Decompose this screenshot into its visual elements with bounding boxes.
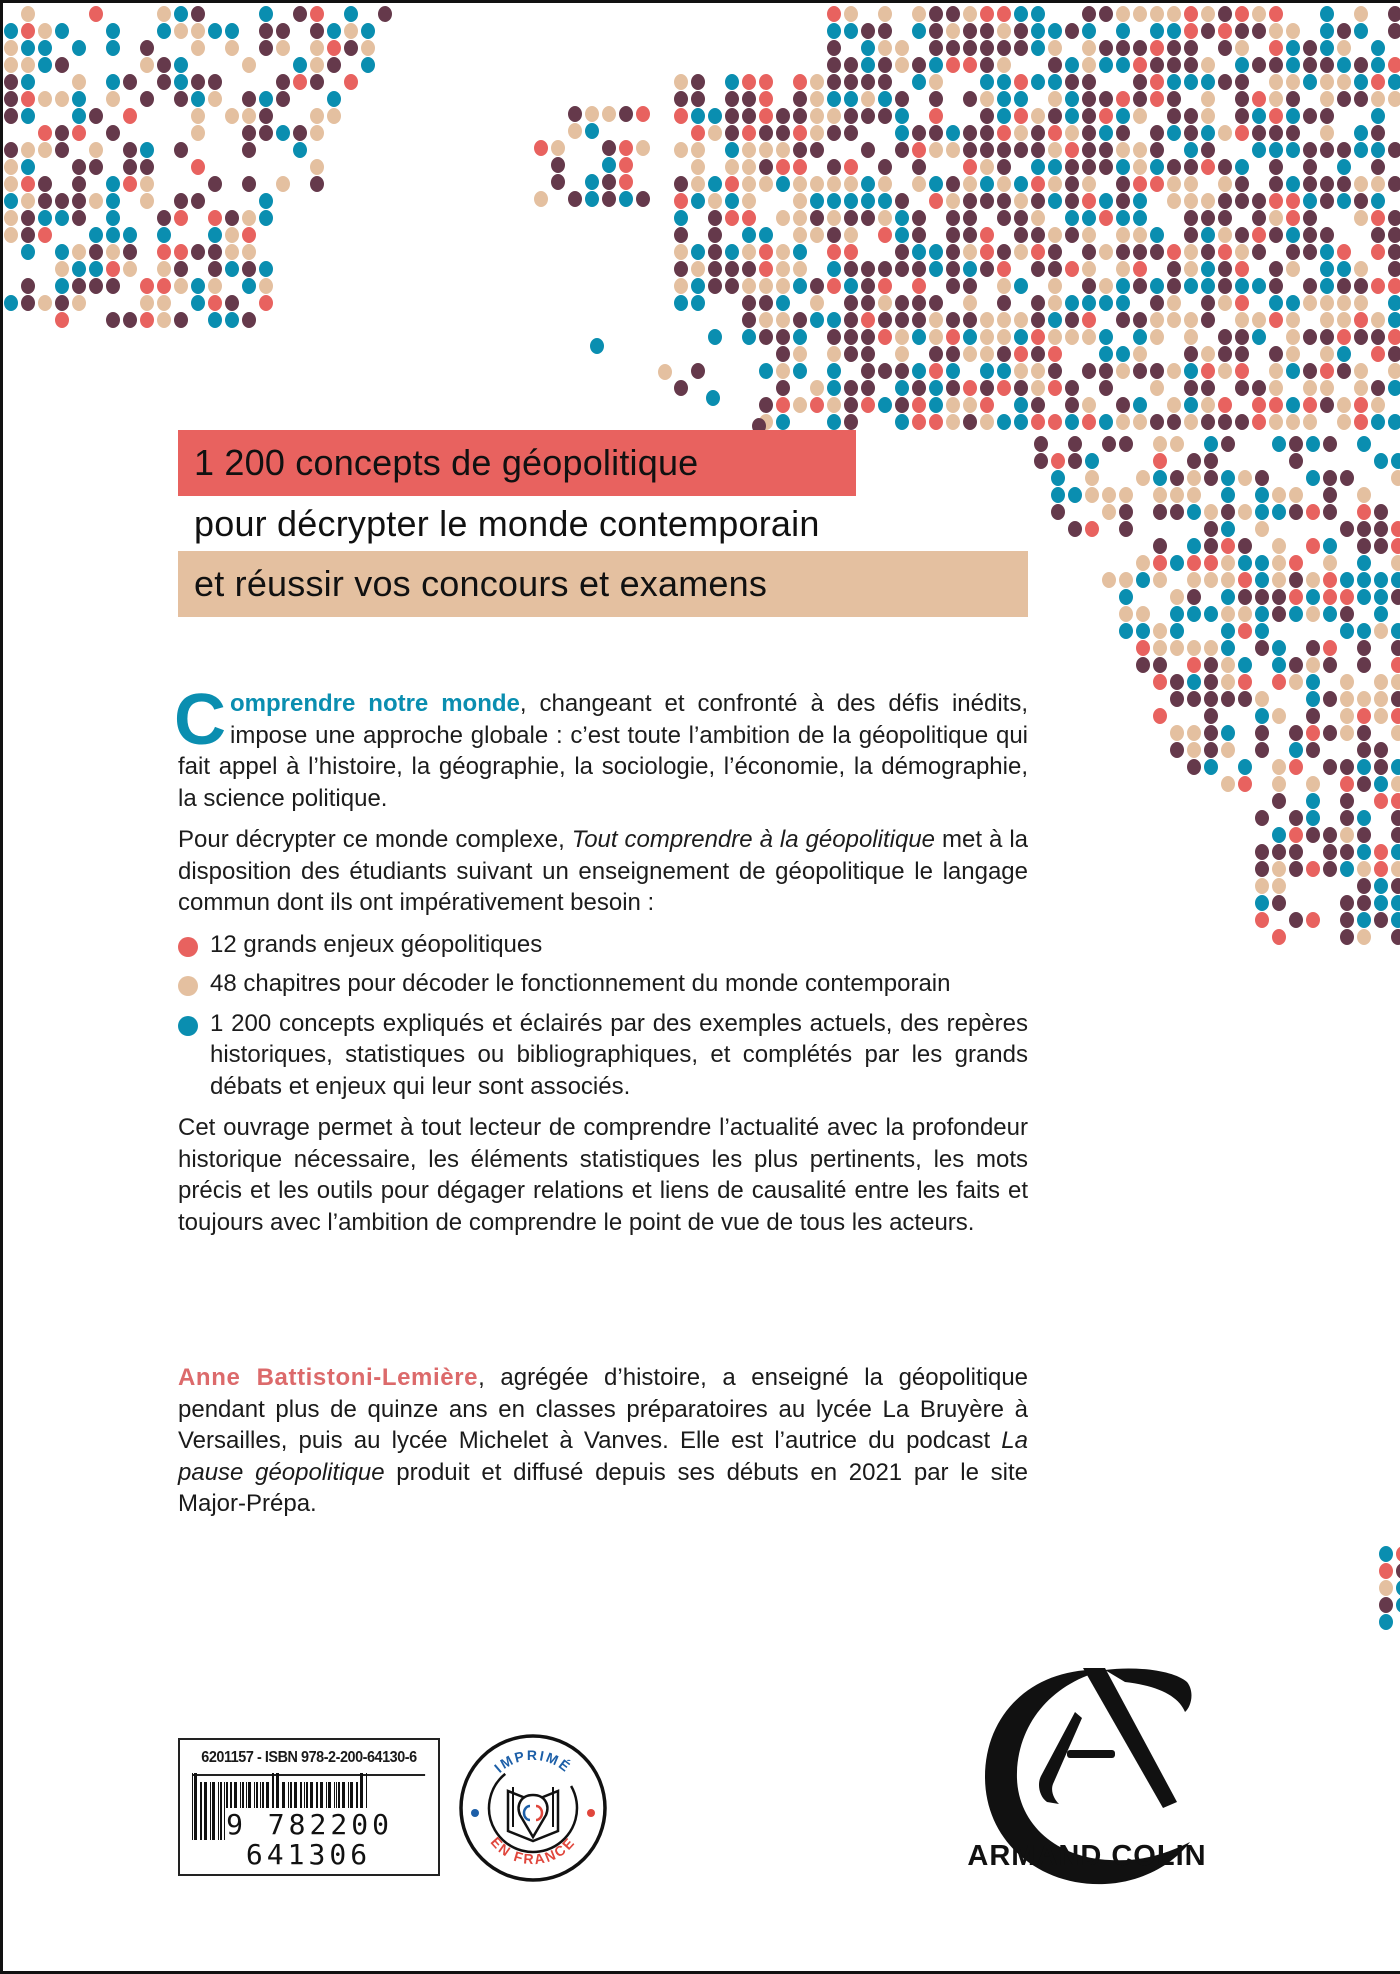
podcast-title: La pause géopolitique xyxy=(178,1427,1028,1486)
feature-item xyxy=(178,968,1028,1000)
feature-item xyxy=(178,1008,1028,1103)
isbn-barcode xyxy=(178,1738,440,1876)
book-title: Tout comprendre à la géopolitique xyxy=(571,826,936,853)
headline-concepts: 1 200 concepts de géopolitique xyxy=(178,430,856,496)
intro-lead: omprendre notre monde xyxy=(230,690,520,717)
purpose-text-cont: met à la disposition des étudiants suivant un enseignement de géopolitique le langage commun dont ils ont impérativement besoin : xyxy=(178,826,1029,916)
author-bio-text-cont: produit et diffusé depuis ses débuts en 2021 par le site Major-Prépa. xyxy=(178,1458,1029,1517)
intro-paragraph xyxy=(174,680,1029,814)
features-list xyxy=(178,929,1028,1103)
author-name: Anne Battistoni-Lemière xyxy=(178,1364,479,1391)
author-bio xyxy=(178,1362,1028,1520)
feature-text: 1 200 concepts expliqués et éclairés par des exemples actuels, des repères historiques, statistiques ou bibliographiques, et complétés par les grands débats et enjeux qui leur sont associés. xyxy=(210,1009,1028,1100)
author-bio-text: , agrégée d’histoire, a enseigné la géopolitique pendant plus de quinze ans en classes préparatoires au lycée La Bruyère à Versailles, puis au lycée Michelet à Vanves. Elle est l’autrice du podcast xyxy=(178,1364,1029,1454)
feature-text: 48 chapitres pour décoder le fonctionnement du monde contemporain xyxy=(210,970,951,997)
ean-number: 9 782200 641306 xyxy=(226,1808,393,1871)
feature-text: 12 grands enjeux géopolitiques xyxy=(210,930,543,958)
headline-exams: et réussir vos concours et examens xyxy=(178,551,1028,617)
dropcap-letter: C xyxy=(174,680,226,760)
svg-text:IMPRIMÉ: IMPRIMÉ xyxy=(491,1747,575,1776)
bullet-dot-icon xyxy=(178,937,198,957)
intro-text: , changeant et confronté à des défis inédits, impose une approche globale : c’est toute l’ambition de la géopolitique qui fait appel à l’histoire, la géographie, la sociologie, l’économie, la démographie, la science politique. xyxy=(178,690,1029,812)
isbn-label: 6201157 - ISBN 978-2-200-64130-6 xyxy=(193,1740,425,1776)
bullet-dot-icon xyxy=(178,976,198,996)
printed-in-france-stamp-icon xyxy=(458,1733,608,1883)
publisher-name: ARMAND COLIN xyxy=(967,1840,1207,1872)
headline-decrypt: pour décrypter le monde contemporain xyxy=(194,503,820,544)
book-value-paragraph: Cet ouvrage permet à tout lecteur de comprendre l’actualité avec la profondeur historique nécessaire, les éléments statistiques les plus pertinents, les mots précis et les outils pour dégager relations et liens de causalité entre les faits et toujours avec l’ambition de comprendre le point de vue de tous les acteurs. xyxy=(178,1114,1028,1236)
feature-item xyxy=(178,929,1028,961)
description xyxy=(174,680,1029,1248)
purpose-text: Pour décrypter ce monde complexe, xyxy=(178,826,572,853)
book-purpose-paragraph xyxy=(178,824,1028,919)
svg-text:EN FRANCE: EN FRANCE xyxy=(487,1833,579,1868)
bullet-dot-icon xyxy=(178,1016,198,1036)
